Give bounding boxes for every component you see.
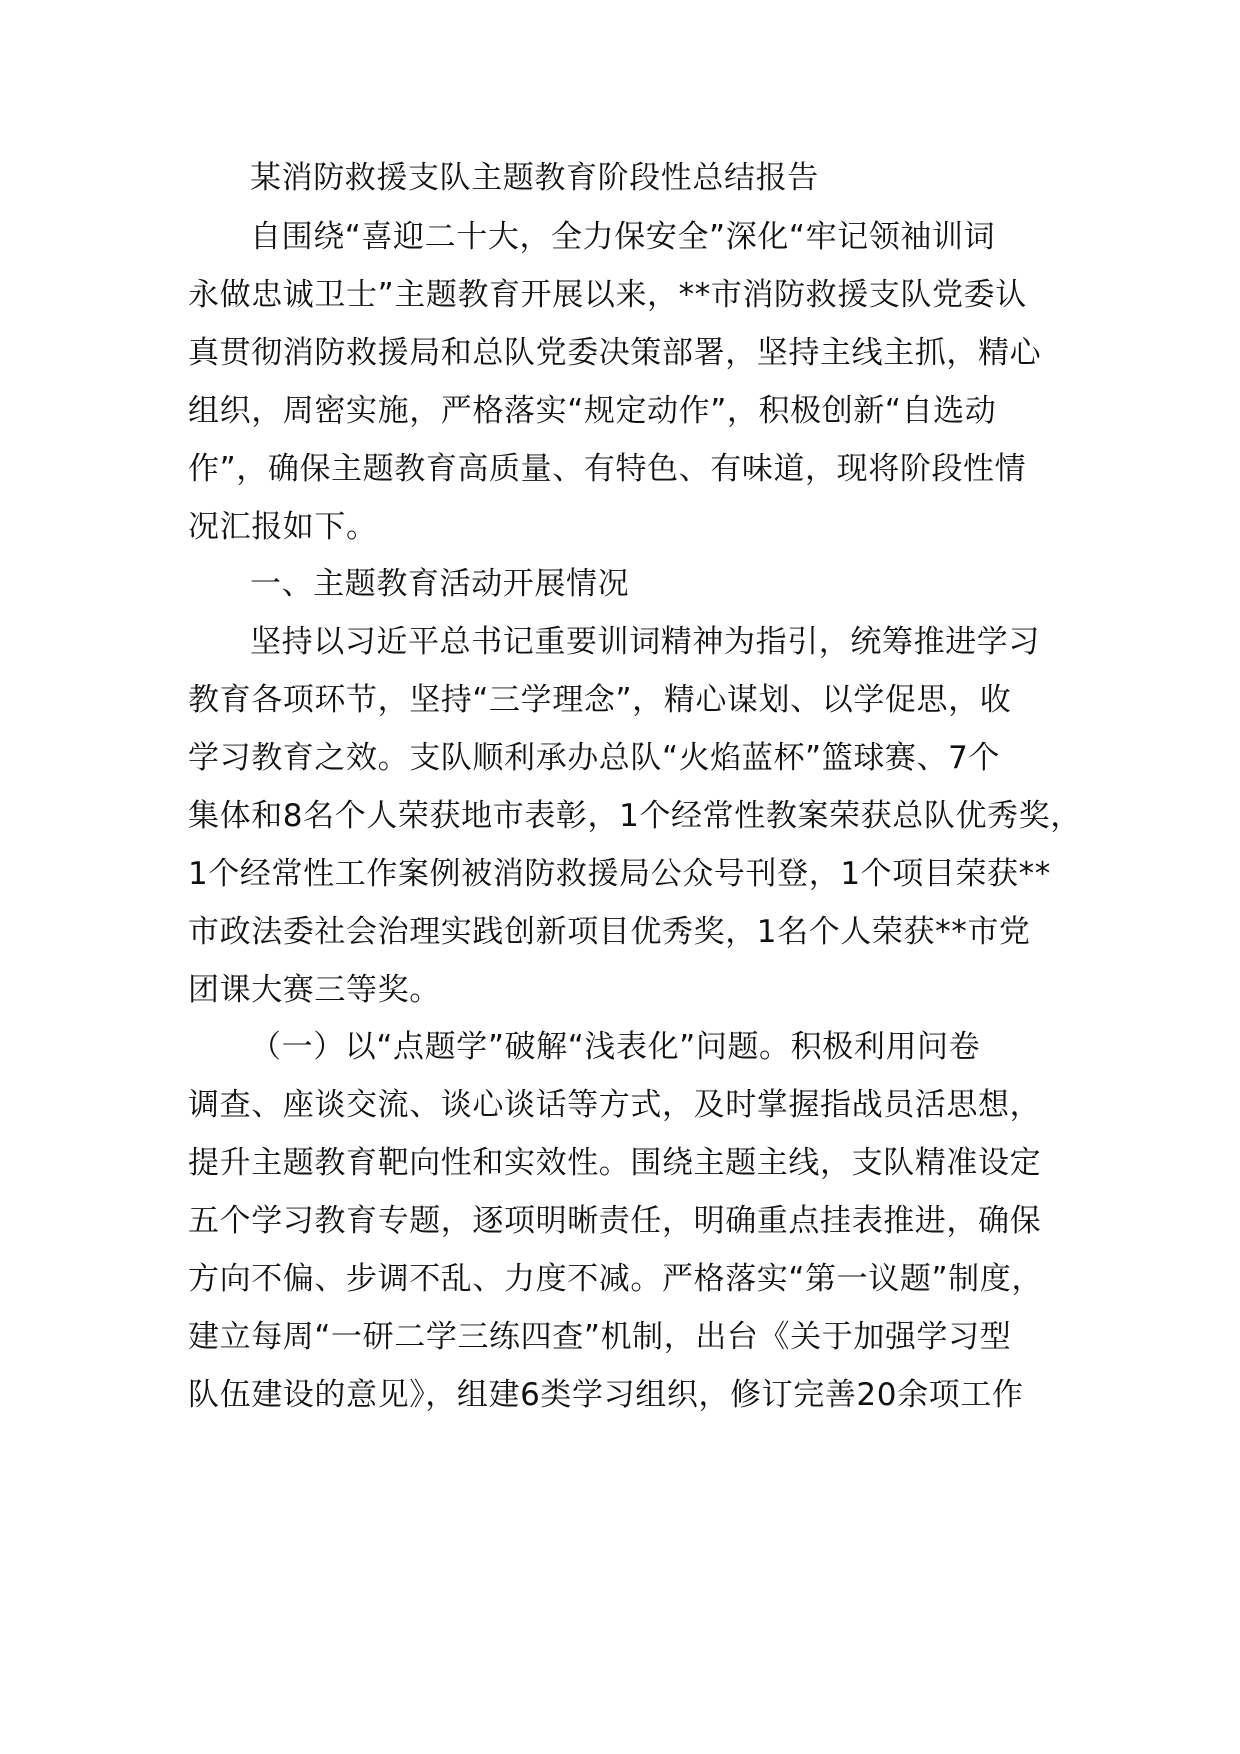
section1-line-6: 市政法委社会治理实践创新项目优秀奖，1名个人荣获**市党 [188, 914, 1031, 950]
section1-line-3: 学习教育之效。支队顺利承办总队“火焰蓝杯”篮球赛、7个 [188, 740, 1001, 776]
intro-line-3: 真贯彻消防救援局和总队党委决策部署，坚持主线主抓，精心 [188, 335, 1042, 371]
intro-line-1: 自围绕“喜迎二十大，全力保安全”深化“牢记领袖训词 [250, 219, 996, 255]
intro-line-6: 况汇报如下。 [188, 509, 378, 545]
section1-line-5: 1个经常性工作案例被消防救援局公众号刊登，1个项目荣获** [188, 856, 1051, 892]
subsection1-line-5: 方向不偏、步调不乱、力度不减。严格落实“第一议题”制度， [188, 1261, 1043, 1297]
intro-line-4: 组织，周密实施，严格落实“规定动作”，积极创新“自选动 [188, 393, 997, 429]
intro-line-5: 作”，确保主题教育高质量、有特色、有味道，现将阶段性情 [188, 451, 1027, 487]
document-title: 某消防救援支队主题教育阶段性总结报告 [250, 160, 819, 196]
subsection1-line-7: 队伍建设的意见》，组建6类学习组织，修订完善20余项工作 [188, 1377, 1024, 1413]
section1-line-2: 教育各项环节，坚持“三学理念”，精心谋划、以学促思，收 [188, 682, 1012, 718]
subsection1-line-2: 调查、座谈交流、谈心谈话等方式，及时掌握指战员活思想， [188, 1087, 1042, 1123]
subsection1-line-4: 五个学习教育专题，逐项明晰责任，明确重点挂表推进，确保 [188, 1203, 1042, 1239]
subsection1-line-6: 建立每周“一研二学三练四查”机制，出台《关于加强学习型 [188, 1319, 1012, 1355]
section1-line-1: 坚持以习近平总书记重要训词精神为指引，统筹推进学习 [250, 624, 1040, 660]
section1-line-4: 集体和8名个人荣获地市表彰，1个经常性教案荣获总队优秀奖， [188, 798, 1082, 834]
subsection1-line-3: 提升主题教育靶向性和实效性。围绕主题主线，支队精准设定 [188, 1145, 1042, 1181]
section1-line-7: 团课大赛三等奖。 [188, 972, 441, 1008]
intro-line-2: 永做忠诚卫士”主题教育开展以来，**市消防救援支队党委认 [188, 277, 1027, 313]
subsection1-line-1: （一）以“点题学”破解“浅表化”问题。积极利用问卷 [250, 1029, 981, 1065]
section-heading: 一、主题教育活动开展情况 [250, 566, 630, 602]
